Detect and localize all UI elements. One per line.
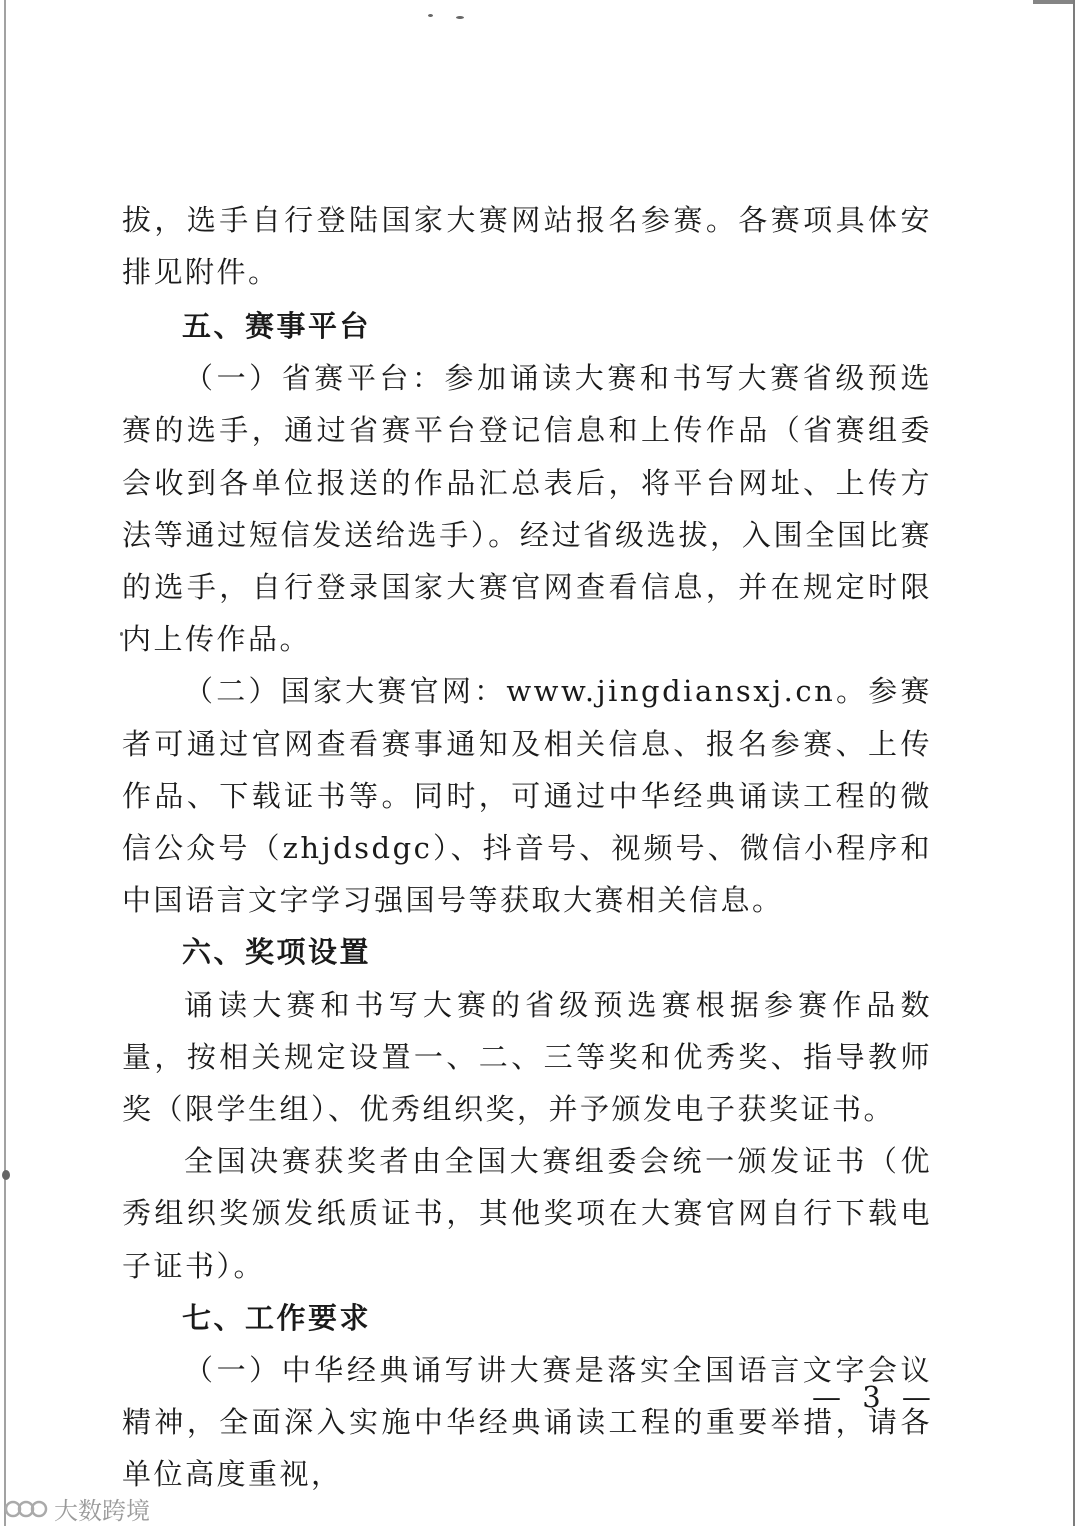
scan-edge-left [4, 0, 6, 1526]
text-block-main [122, 300, 932, 1501]
watermark [4, 1493, 150, 1523]
paragraph: （一）中华经典诵写讲大赛是落实全国语言文字会议精神，全面深入实施中华经典诵读工程的重要举措，请各单位高度重视， [122, 1353, 932, 1492]
scan-speck [456, 16, 464, 19]
section-heading: 七、工作要求 [182, 1300, 372, 1335]
scan-speck [2, 1170, 10, 1180]
watermark-text: 大数跨境 [54, 1496, 150, 1525]
scan-speck [428, 14, 433, 17]
paragraph: 拔，选手自行登陆国家大赛网站报名参赛。各赛项具体安排见附件。 [122, 203, 932, 290]
paragraph: 全国决赛获奖者由全国大赛组委会统一颁发证书（优秀组织奖颁发纸质证书，其他奖项在大赛官网自行下载电子证书）。 [122, 1144, 932, 1283]
paragraph: （二）国家大赛官网：www.jingdiansxj.cn。参赛者可通过官网查看赛事通知及相关信息、报名参赛、上传作品、下载证书等。同时，可通过中华经典诵读工程的微信公众号（zhjdsdgc）、抖音号、视频号、微信小程序和中国语言文字学习强国号等获取大赛相关信息。 [122, 674, 932, 918]
paragraph: 诵读大赛和书写大赛的省级预选赛根据参赛作品数量，按相关规定设置一、二、三等奖和优秀奖、指导教师奖（限学生组）、优秀组织奖，并予颁发电子获奖证书。 [122, 987, 932, 1127]
section-heading: 五、赛事平台 [182, 309, 372, 343]
watermark-logo-icon [4, 1495, 48, 1521]
section-heading: 六、奖项设置 [182, 935, 372, 970]
scan-corner-mark [1033, 0, 1073, 4]
page-number: — 3 — [812, 1380, 937, 1414]
scan-edge-right [1073, 0, 1075, 1526]
paragraph: （一）省赛平台：参加诵读大赛和书写大赛省级预选赛的选手，通过省赛平台登记信息和上传作品（省赛组委会收到各单位报送的作品汇总表后，将平台网址、上传方法等通过短信发送给选手）。经过省级选拔，入围全国比赛的选手，自行登录国家大赛官网查看信息，并在规定时限内上传作品。 [122, 361, 932, 657]
text-block-top [122, 194, 932, 298]
